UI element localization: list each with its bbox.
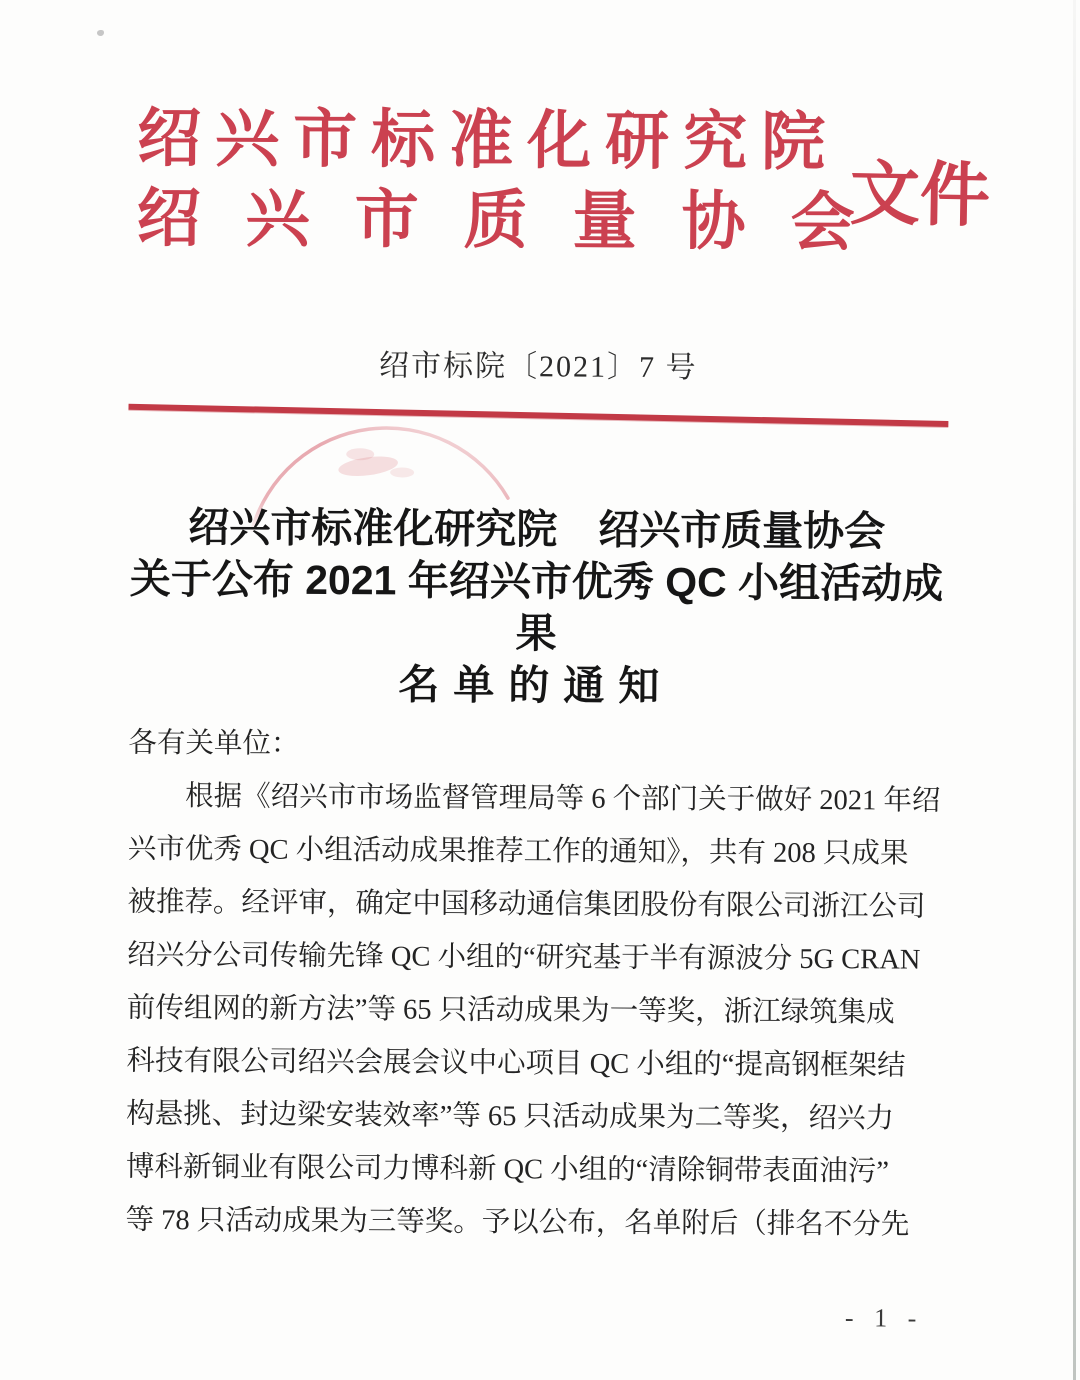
title-line-2: 关于公布 2021 年绍兴市优秀 QC 小组活动成果 <box>129 555 944 657</box>
title-line-3: 名单的通知 <box>398 661 674 710</box>
letterhead-org-line1: 绍兴市标准化研究院 <box>136 102 840 179</box>
title-line-1: 绍兴市标准化研究院 绍兴市质量协会 <box>188 504 886 555</box>
salutation: 各有关单位： <box>128 727 300 760</box>
scan-edge-line <box>1073 0 1076 1380</box>
page-number: - 1 - <box>844 1303 924 1333</box>
document-body <box>125 717 944 1252</box>
body-paragraph: 根据《绍兴市市场监督管理局等 6 个部门关于做好 2021 年绍 兴市优秀 QC 小组活动成果推荐工作的通知》，共有 208 只成果 被推荐。经评审，确定中国移动通信集团股份有限公司浙江公司 绍兴分公司传输先锋 QC 小组的“研究基于半有源波分 5G CRAN 前传组网的新方法”等 65 只活动成果为一等奖，浙江绿筑集成 科技有限公司绍兴会展会议中心项目 QC 小组的“提高钢框架结 构悬挑、封边梁安装效率”等 65 只活动成果为二等奖，绍兴力 博科新铜业有限公司力博科新 QC 小组的“清除铜带表面油污” 等 78 只活动成果为三等奖。予以公布，名单附后（排名不分先 <box>125 781 941 1241</box>
letterhead-org-line2: 绍兴市质量协会 <box>136 182 900 259</box>
document-number: 绍市标院〔2021〕7 号 <box>378 349 698 385</box>
letterhead-document-label: 文件 <box>849 156 991 236</box>
document-title <box>116 501 957 714</box>
